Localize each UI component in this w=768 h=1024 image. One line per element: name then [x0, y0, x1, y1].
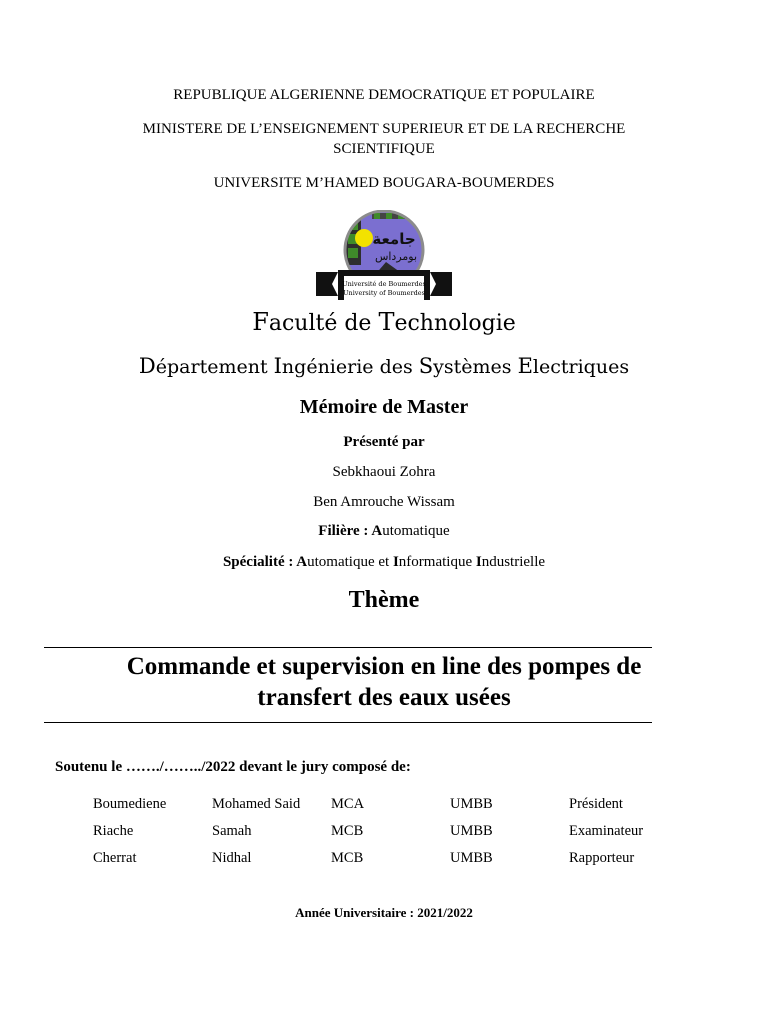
- jury-grade: MCA: [331, 796, 365, 812]
- jury-firstname: Mohamed Said: [212, 796, 301, 812]
- specialite-initial-ind: I: [475, 554, 482, 570]
- jury-role: Rapporteur: [569, 850, 635, 866]
- jury-role: Président: [569, 796, 623, 812]
- faculty-rest-2: echnologie: [394, 311, 516, 336]
- logo-arabic-2: بومرداس: [374, 250, 418, 263]
- jury-grade: MCB: [331, 823, 364, 839]
- specialite-initial-i: I: [392, 554, 399, 570]
- faculty-initial-f: F: [252, 308, 269, 336]
- jury-row: [93, 823, 693, 850]
- specialite-rest-3: ndustrielle: [481, 554, 546, 570]
- logo-banner-en: University of Boumerdes: [343, 289, 425, 297]
- presented-by: Présenté par: [343, 434, 425, 450]
- jury-lastname: Cherrat: [93, 850, 137, 866]
- specialite-line: [0, 554, 768, 571]
- specialite-rest-2: nformatique: [398, 554, 476, 570]
- academic-year: Année Universitaire : 2021/2022: [295, 905, 473, 920]
- jury-lastname: Riache: [93, 823, 134, 839]
- jury-institution: UMBB: [450, 796, 493, 812]
- author-1: Sebkhaoui Zohra: [332, 464, 436, 480]
- title-rule-bottom: [44, 722, 652, 723]
- university-logo: [316, 210, 452, 302]
- faculty-initial-t: T: [378, 308, 395, 336]
- jury-row: [93, 796, 693, 823]
- specialite-rest-1: utomatique et: [307, 554, 393, 570]
- jury-role: Examinateur: [569, 823, 644, 839]
- jury-firstname: Samah: [212, 823, 252, 839]
- logo-banner-fr: Université de Boumerdes: [342, 280, 426, 288]
- specialite-initial-a: A: [296, 554, 308, 570]
- faculty-rest-1: aculté de: [268, 311, 379, 336]
- department-title: [0, 354, 768, 378]
- logo-arabic-1: جامعة: [372, 230, 416, 248]
- dept-initial-i: I: [273, 354, 282, 378]
- dept-rest-2: ngénierie des: [281, 356, 419, 378]
- ministry-line-2: SCIENTIFIQUE: [333, 141, 435, 157]
- thesis-title: [40, 651, 728, 713]
- jury-lastname: Boumediene: [93, 796, 167, 812]
- dept-initial-e: E: [517, 354, 533, 378]
- dept-rest-4: lectriques: [532, 356, 630, 378]
- university-line: UNIVERSITE M’HAMED BOUGARA-BOUMERDES: [213, 175, 555, 191]
- filiere-value: utomatique: [382, 523, 450, 539]
- filiere-label: Filière :: [318, 523, 372, 539]
- jury-institution: UMBB: [450, 823, 493, 839]
- ministry-line: MINISTERE DE L’ENSEIGNEMENT SUPERIEUR ET DE LA RECHERCHE: [142, 121, 626, 137]
- specialite-label: Spécialité :: [222, 554, 297, 570]
- theme-heading: Thème: [348, 587, 420, 613]
- filiere-line: [0, 523, 768, 540]
- title-rule-top: [44, 647, 652, 648]
- dept-initial-s: S: [418, 354, 434, 378]
- jury-table: [93, 796, 693, 877]
- dept-rest-1: épartement: [155, 356, 274, 378]
- republic-line: REPUBLIQUE ALGERIENNE DEMOCRATIQUE ET POPULAIRE: [173, 87, 595, 103]
- dept-initial-d: D: [138, 354, 156, 378]
- filiere-initial: A: [371, 523, 383, 539]
- thesis-title-line-2: transfert des eaux usées: [257, 684, 511, 711]
- jury-row: [93, 850, 693, 877]
- dept-rest-3: ystèmes: [433, 356, 518, 378]
- jury-grade: MCB: [331, 850, 364, 866]
- jury-firstname: Nidhal: [212, 850, 252, 866]
- thesis-title-line-1: Commande et supervision en line des pompes de: [126, 653, 642, 680]
- defense-line: Soutenu le ……./……../2022 devant le jury composé de:: [55, 759, 411, 775]
- memoire-heading: Mémoire de Master: [299, 396, 469, 418]
- faculty-title: [0, 308, 768, 336]
- author-2: Ben Amrouche Wissam: [313, 494, 455, 510]
- jury-institution: UMBB: [450, 850, 493, 866]
